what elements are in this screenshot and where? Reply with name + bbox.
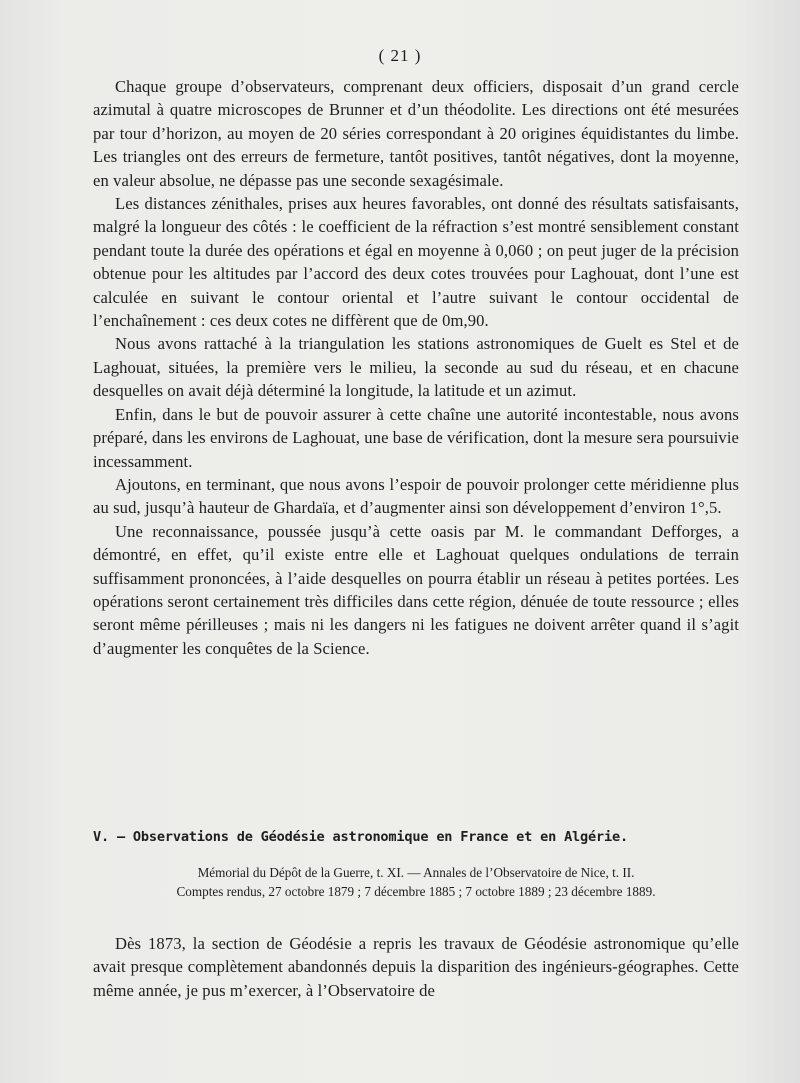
paragraph-astronomical-stations: Nous avons rattaché à la triangulation les stations astronomiques de Guelt es Stel et de Laghouat, situées, la première vers le milieu, la seconde au sud du réseau, et en chacune desquelles on avait déjà déterminé la longitude, la latitude et un azimut. bbox=[93, 334, 739, 401]
section-text-block bbox=[93, 932, 739, 1002]
paragraph-verification-base: Enfin, dans le but de pouvoir assurer à cette chaîne une autorité incontestable, nous avons préparé, dans les environs de Laghouat, une base de vérification, dont la mesure sera poursuivie incessamment. bbox=[93, 404, 739, 471]
reference-line: Comptes rendus, 27 octobre 1879 ; 7 décembre 1885 ; 7 octobre 1889 ; 23 décembre 1889. bbox=[176, 884, 656, 899]
paragraph-zenith-distances: Les distances zénithales, prises aux heures favorables, ont donné des résultats satisfaisants, malgré la longueur des côtés : le coefficient de la réfraction s’est montré sensiblement constant pendant toute la durée des opérations et égal en moyenne à 0,060 ; on peut juger de la précision obtenue pour les altitudes par l’accord des deux cotes trouvées pour Laghouat, dont l’une est calculée en suivant le contour oriental et l’autre suivant le contour occidental de l’enchaînement : ces deux cotes ne diffèrent que de 0m,90. bbox=[93, 194, 739, 331]
page-number: ( 21 ) bbox=[378, 46, 422, 65]
reference-line: Mémorial du Dépôt de la Guerre, t. XI. — Annales de l’Observatoire de Nice, t. II. bbox=[197, 865, 635, 880]
paragraph-geodesy-1873: Dès 1873, la section de Géodésie a repris les travaux de Géodésie astronomique qu’elle avait presque complètement abandonnés depuis la disparition des ingénieurs-géographes. Cette même année, je pus m’exercer, à l’Observatoire de bbox=[93, 934, 739, 1000]
paragraph-observers: Chaque groupe d’observateurs, comprenant deux officiers, disposait d’un grand cercle azimutal à quatre microscopes de Brunner et d’un théodolite. Les directions ont été mesurées par tour d’horizon, au moyen de 20 séries correspondant à 20 origines équidistantes du limbe. Les triangles ont des erreurs de fermeture, tantôt positives, tantôt négatives, dont la moyenne, en valeur absolue, ne dépasse pas une seconde sexagésimale. bbox=[93, 77, 739, 190]
section-heading: V. — Observations de Géodésie astronomique en France et en Algérie. bbox=[93, 829, 628, 845]
main-text-block bbox=[93, 75, 739, 660]
paragraph-reconnaissance: Une reconnaissance, poussée jusqu’à cette oasis par M. le commandant Defforges, a démontré, en effet, qu’il existe entre elle et Laghouat quelques ondulations de terrain suffisamment prononcées, à l’aide desquelles on pourra établir un réseau à petites portées. Les opérations seront certainement très difficiles dans cette région, dénuée de toute ressource ; elles seront même périlleuses ; mais ni les dangers ni les fatigues ne doivent arrêter quand il s’agit d’augmenter les conquêtes de la Science. bbox=[93, 521, 739, 658]
paragraph-extension-south: Ajoutons, en terminant, que nous avons l’espoir de pouvoir prolonger cette méridienne plus au sud, jusqu’à hauteur de Ghardaïa, et d’augmenter ainsi son développement d’environ 1°,5. bbox=[93, 474, 739, 518]
references-block bbox=[93, 863, 739, 901]
